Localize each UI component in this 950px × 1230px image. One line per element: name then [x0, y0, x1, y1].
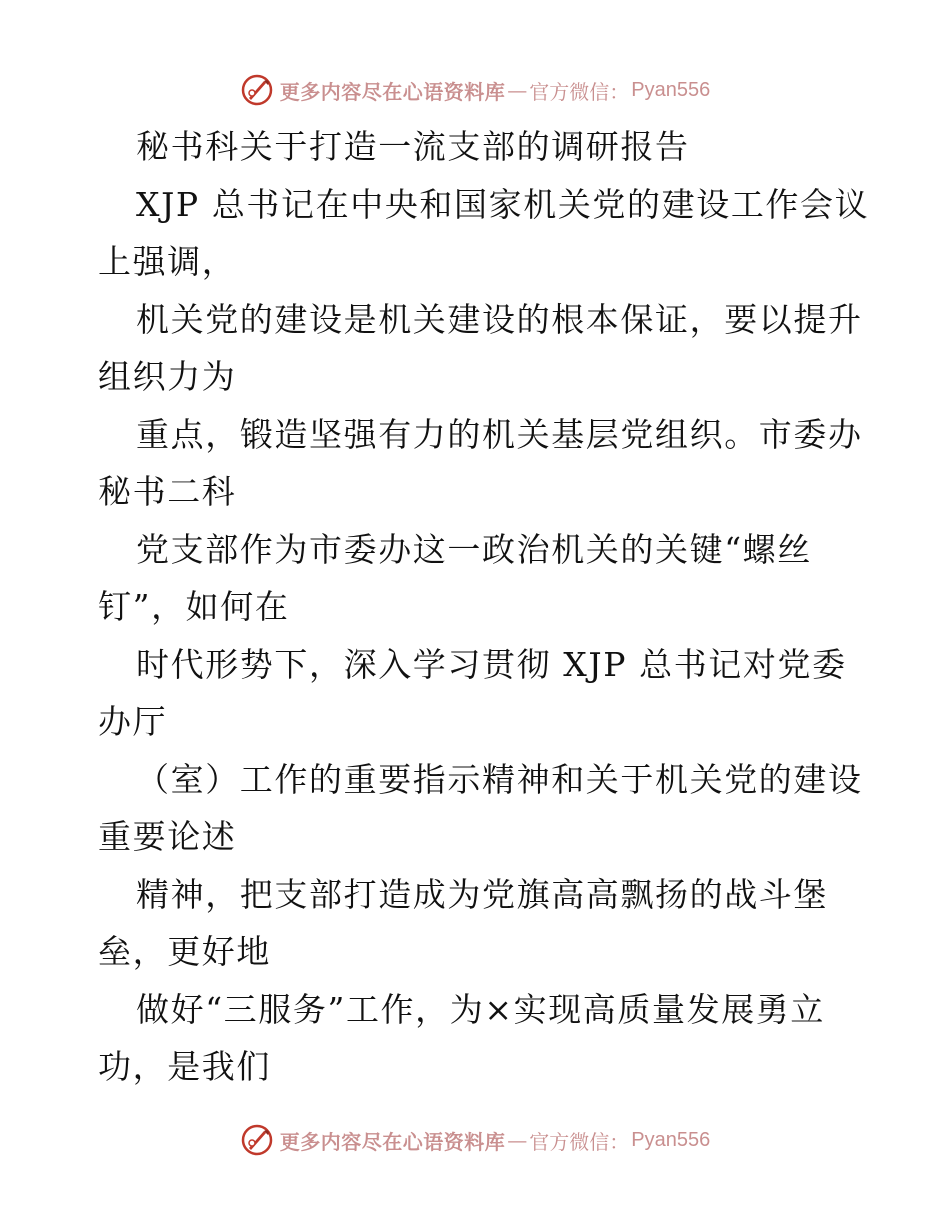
red-quill-seal-icon: [240, 1123, 274, 1157]
paragraph-line: 钉”，如何在: [98, 587, 290, 626]
paragraph-line: 上强调，: [98, 242, 237, 281]
paragraph-line: 精神，把支部打造成为党旗高高飘扬的战斗堡: [136, 874, 828, 914]
header-banner: [0, 70, 950, 110]
banner-wechat-id: Pyan556: [631, 78, 711, 101]
banner-separator: —: [507, 1128, 528, 1152]
red-quill-seal-icon: [240, 73, 274, 107]
document-body: [98, 118, 870, 1096]
paragraph-line: 做好“三服务”工作，为×实现高质量发展勇立: [136, 989, 825, 1029]
paragraph-line: 办厅: [98, 702, 168, 741]
paragraph-line: 功，是我们: [98, 1047, 271, 1086]
banner-wechat-label: 官方微信：: [529, 1129, 630, 1154]
banner-wechat-id: Pyan556: [631, 1128, 711, 1151]
paragraph-line: 时代形势下，深入学习贯彻 XJP 总书记对党委: [136, 644, 847, 684]
banner-text: 更多内容尽在心语资料库: [279, 79, 506, 104]
paragraph-line: （室）工作的重要指示精神和关于机关党的建设: [136, 759, 863, 799]
banner-wechat-label: 官方微信：: [529, 79, 630, 104]
paragraph-line: 机关党的建设是机关建设的根本保证，要以提升: [136, 299, 863, 339]
paragraph-line: 重点，锻造坚强有力的机关基层党组织。市委办: [136, 414, 863, 454]
banner-separator: —: [507, 78, 528, 102]
document-title: 秘书科关于打造一流支部的调研报告: [136, 127, 690, 166]
paragraph-line: 秘书二科: [98, 472, 237, 511]
footer-banner: [0, 1120, 950, 1160]
paragraph-line: 垒，更好地: [98, 932, 271, 971]
paragraph-line: 党支部作为市委办这一政治机关的关键“螺丝: [136, 529, 812, 569]
paragraph-line: XJP 总书记在中央和国家机关党的建设工作会议: [136, 184, 870, 224]
paragraph-line: 组织力为: [98, 357, 237, 396]
paragraph-line: 重要论述: [98, 817, 237, 856]
banner-text: 更多内容尽在心语资料库: [279, 1129, 506, 1154]
